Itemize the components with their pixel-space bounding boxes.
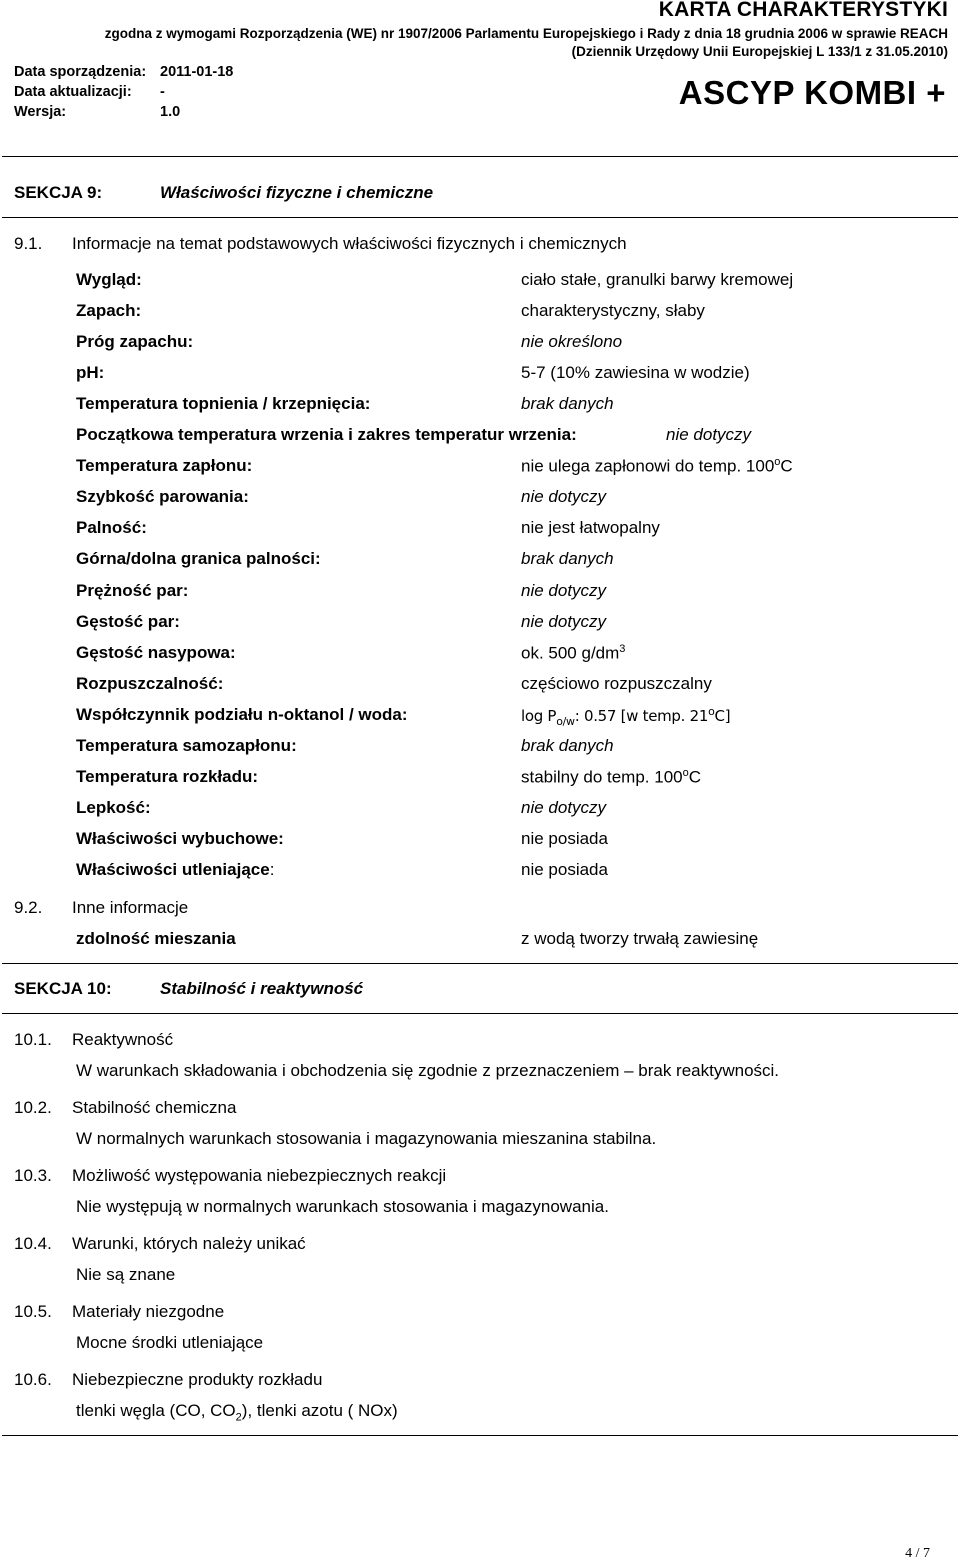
property-label-text: Temperatura samozapłonu: [76,736,297,755]
subsection-title: Możliwość występowania niebezpiecznych reakcji [72,1166,447,1185]
divider [2,1435,958,1436]
document-type-title: KARTA CHARAKTERYSTYKI [658,0,948,21]
property-value-part: log P [521,707,557,725]
property-label-text: Właściwości wybuchowe: [76,829,284,848]
property-label-text: Palność: [76,518,147,537]
property-label-text: Rozpuszczalność: [76,674,224,693]
property-value [666,425,751,445]
subsection-title: Niebezpieczne produkty rozkładu [72,1370,323,1389]
property-label [76,270,142,290]
property-label-text: Współczynnik podziału n-oktanol / woda: [76,705,408,724]
property-value [521,487,606,507]
property-label-text: Próg zapachu: [76,332,194,351]
property-label [76,425,577,445]
property-label [76,736,297,756]
property-value [521,643,625,664]
property-label [76,581,188,601]
subsection-text: Nie występują w normalnych warunkach stosowania i magazynowania. [76,1197,609,1216]
subsection-number: 10.2. [14,1098,52,1117]
property-label [76,612,180,632]
text-part: tlenki węgla (CO, CO [76,1401,236,1420]
property-label-text: Lepkość: [76,798,151,817]
divider [2,217,958,218]
subsection-number: 10.6. [14,1370,52,1389]
property-label [76,549,321,569]
property-value: z wodą tworzy trwałą zawiesinę [521,929,759,948]
property-value-part: 5-7 (10% zawiesina w wodzie) [521,363,750,382]
subsection-number: 9.2. [14,898,43,917]
subscript: 2 [235,1411,242,1424]
text-part: ), tlenki azotu ( NOx) [241,1401,398,1420]
section-9-label: SEKCJA 9: [14,183,103,202]
property-value-part: brak danych [521,549,614,568]
property-value-part: nie określono [521,332,623,351]
property-value-part: nie dotyczy [521,612,607,631]
subsection-title: Inne informacje [72,898,189,917]
divider [2,1013,958,1014]
property-label-text: Wygląd: [76,270,142,289]
property-value [521,518,660,538]
property-label-suffix: : [269,860,275,879]
property-value-part: nie posiada [521,860,608,879]
property-value [521,301,705,321]
property-value [521,674,712,694]
subsection-number: 10.4. [14,1234,52,1253]
property-value-part: ok. 500 g/dm [521,643,620,663]
property-value-part: 3 [619,643,626,655]
meta-created-value: 2011-01-18 [160,64,234,80]
property-label-text: Gęstość nasypowa: [76,643,236,662]
property-label-text: pH: [76,363,105,382]
property-value-part: o [682,767,689,779]
property-label [76,674,223,694]
property-label [76,456,252,476]
property-label-text: Prężność par: [76,581,189,600]
subsection-title: Materiały niezgodne [72,1302,225,1321]
property-value-part: nie posiada [521,829,608,848]
subsection-text [76,1401,398,1423]
property-value-part: : 0.57 [w temp. 21 [574,707,709,725]
property-value-part: nie jest łatwopalny [521,518,660,537]
property-value-part: o/w [556,715,575,728]
property-label-text: Temperatura topnienia / krzepnięcia: [76,394,371,413]
property-value [521,456,793,477]
subsection-text: Nie są znane [76,1265,176,1284]
regulation-line-2: (Dziennik Urzędowy Unii Europejskiej L 133/1 z 31.05.2010) [571,44,948,59]
property-value-part: C [688,767,702,787]
property-value [521,549,614,569]
property-value [521,829,608,849]
subsection-title: Reaktywność [72,1030,174,1049]
property-label-text: Właściwości utleniające [76,860,270,879]
divider [2,963,958,964]
subsection-title: Stabilność chemiczna [72,1098,237,1117]
property-value-part: nie dotyczy [521,581,607,600]
property-label-text: Temperatura rozkładu: [76,767,259,786]
regulation-line-1: zgodna z wymogami Rozporządzenia (WE) nr 1907/2006 Parlamentu Europejskiego i Rady z dnia 18 grudnia 2006 w sprawie REACH [104,26,948,41]
section-10-title: Stabilność i reaktywność [160,979,364,998]
subsection-text: W normalnych warunkach stosowania i magazynowania mieszanina stabilna. [76,1129,657,1148]
property-value [521,363,750,383]
property-label [76,332,193,352]
property-value-part: charakterystyczny, słaby [521,301,705,320]
property-label [76,705,408,725]
property-label-text: Temperatura zapłonu: [76,456,253,475]
property-value [521,767,701,788]
property-label [76,518,147,538]
subsection-number: 10.1. [14,1030,52,1049]
subsection-text: Mocne środki utleniające [76,1333,264,1352]
property-label [76,643,236,663]
property-value [521,705,730,728]
property-value-part: nie ulega zapłonowi do temp. 100 [521,456,775,476]
property-value [521,394,614,414]
property-value-part: brak danych [521,394,614,413]
meta-version-label: Wersja: [14,104,67,120]
property-value-part: ciało stałe, granulki barwy kremowej [521,270,794,289]
property-value [521,736,614,756]
property-label [76,829,284,849]
property-value-part: stabilny do temp. 100 [521,767,683,787]
property-value-part: częściowo rozpuszczalny [521,674,712,693]
section-9-title: Właściwości fizyczne i chemiczne [160,183,434,202]
product-name: ASCYP KOMBI + [678,74,946,111]
subsection-text: W warunkach składowania i obchodzenia się zgodnie z przeznaczeniem – brak reaktywności. [76,1061,780,1080]
property-value-part: brak danych [521,736,614,755]
property-value [521,581,606,601]
subsection-title: Warunki, których należy unikać [72,1234,306,1253]
property-label-text: Szybkość parowania: [76,487,249,506]
property-value-part: C] [714,707,731,725]
property-label: zdolność mieszania [76,929,236,948]
property-label [76,301,141,321]
property-label [76,363,104,383]
property-label [76,487,249,507]
subsection-number: 9.1. [14,234,43,253]
section-10-label: SEKCJA 10: [14,979,112,998]
divider [2,156,958,157]
property-value-part: nie dotyczy [666,425,752,444]
property-label [76,798,151,818]
property-value [521,612,606,632]
property-label-text: Gęstość par: [76,612,180,631]
subsection-number: 10.5. [14,1302,52,1321]
property-label [76,767,258,787]
property-value [521,270,793,290]
property-label-text: Górna/dolna granica palności: [76,549,321,568]
property-value-part: nie dotyczy [521,798,607,817]
property-value-part: o [774,456,781,468]
property-label [76,860,274,880]
subsection-number: 10.3. [14,1166,52,1185]
property-label-text: Zapach: [76,301,142,320]
property-label [76,394,370,414]
property-label-text: Początkowa temperatura wrzenia i zakres temperatur wrzenia: [76,425,577,444]
meta-version-value: 1.0 [160,104,181,120]
subsection-title: Informacje na temat podstawowych właściwości fizycznych i chemicznych [72,234,627,253]
meta-updated-value: - [160,84,165,100]
property-value-part: C [780,456,793,476]
property-value-part: o [708,705,715,718]
property-value [521,860,608,880]
page-number: 4 / 7 [905,1546,930,1561]
meta-created-label: Data sporządzenia: [14,64,147,80]
property-value [521,798,606,818]
property-value [521,332,622,352]
meta-updated-label: Data aktualizacji: [14,84,132,100]
property-value-part: nie dotyczy [521,487,607,506]
